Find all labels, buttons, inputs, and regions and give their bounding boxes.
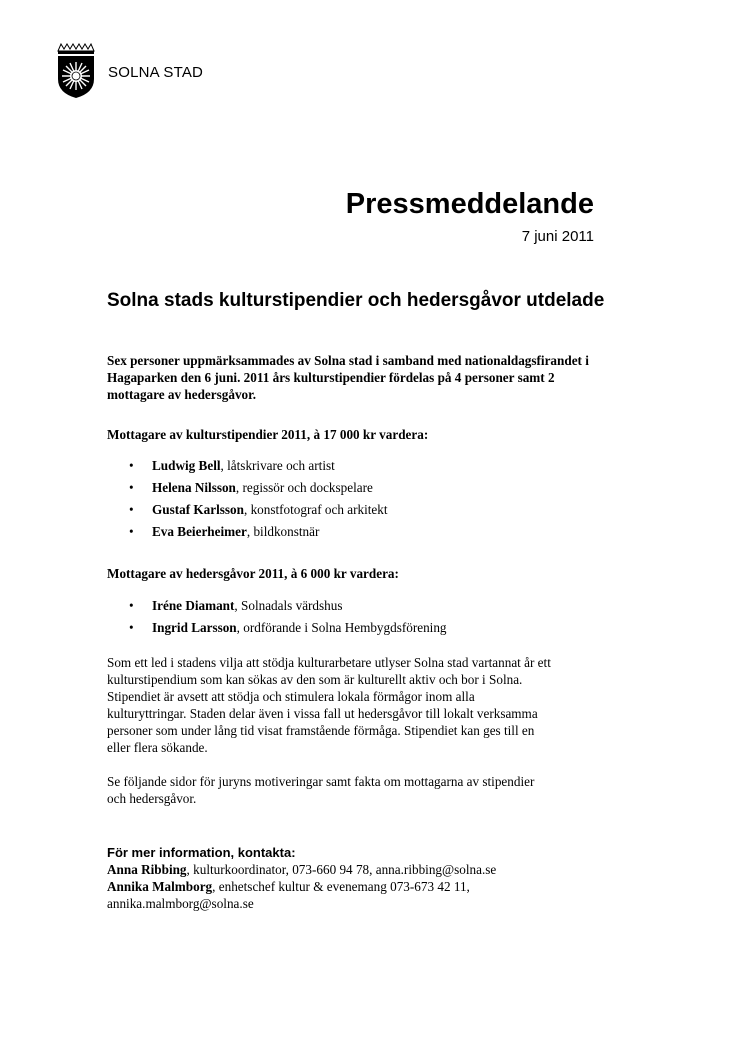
recipient-desc: , konstfotograf och arkitekt (243, 502, 388, 517)
contact-line (107, 861, 647, 878)
list-item (107, 477, 607, 499)
recipient-desc: , Solnadals värdshus (234, 598, 343, 613)
body-line: kulturstipendium som kan sökas av den som är kulturellt aktiv och bor i Solna. (107, 672, 523, 687)
bullet-icon: • (129, 620, 134, 635)
document-date: 7 juni 2011 (521, 228, 594, 245)
body-paragraph (107, 654, 647, 756)
contact-email: annika.malmborg@solna.se (107, 896, 254, 911)
solna-coat-of-arms-icon (56, 43, 96, 99)
recipient-desc: , låtskrivare och artist (220, 458, 335, 473)
stipend-heading: Mottagare av kulturstipendier 2011, à 17 000 kr vardera: (107, 427, 429, 442)
recipient-desc: , bildkonstnär (246, 524, 320, 539)
bullet-icon: • (129, 458, 134, 473)
recipient-name: Eva Beierheimer (152, 524, 247, 539)
body-line: personer som under lång tid visat framstående förmåga. Stipendiet kan ges till en (107, 723, 535, 738)
body-line: eller flera sökande. (107, 740, 208, 755)
honors-heading: Mottagare av hedersgåvor 2011, à 6 000 kr vardera: (107, 566, 399, 581)
contact-detail: , kulturkoordinator, 073-660 94 78, anna.ribbing@solna.se (186, 862, 497, 877)
honors-recipient-list (107, 595, 607, 639)
org-name: SOLNA STAD (108, 64, 204, 81)
bullet-icon: • (129, 480, 134, 495)
lead-paragraph: Sex personer uppmärksammades av Solna stad i samband med nationaldagsfirandet i Hagaparken den 6 juni. 2011 års kulturstipendier fördelas på 4 personer samt 2 mottagare av hedersgåvor. (107, 353, 589, 402)
recipient-name: Helena Nilsson (152, 480, 236, 495)
recipient-desc: , ordförande i Solna Hembygdsförening (236, 620, 447, 635)
see-following-paragraph (107, 773, 647, 807)
recipient-name: Ingrid Larsson (152, 620, 237, 635)
bullet-icon: • (129, 502, 134, 517)
contact-heading: För mer information, kontakta: (107, 845, 296, 860)
headline: Solna stads kulturstipendier och hedersgåvor utdelade (107, 290, 605, 311)
contact-section (107, 845, 647, 912)
list-item (107, 521, 607, 543)
document-type: Pressmeddelande (345, 188, 594, 220)
list-item (107, 455, 607, 477)
contact-name: Annika Malmborg (107, 879, 213, 894)
recipient-desc: , regissör och dockspelare (235, 480, 373, 495)
contact-detail: , enhetschef kultur & evenemang 073-673 42 11, (212, 879, 470, 894)
recipient-name: Gustaf Karlsson (152, 502, 244, 517)
body-line: Stipendiet är avsett att stödja och stimulera lokala förmågor inom alla (107, 689, 475, 704)
body-line: Se följande sidor för juryns motiveringar samt fakta om mottagarna av stipendier (107, 774, 535, 789)
body-line: Som ett led i stadens vilja att stödja kulturarbetare utlyser Solna stad vartannat år ett (107, 655, 551, 670)
list-item (107, 499, 607, 521)
body-line: kulturyttringar. Staden delar även i vissa fall ut hedersgåvor till lokalt verksamma (107, 706, 538, 721)
body-line: och hedersgåvor. (107, 791, 197, 806)
bullet-icon: • (129, 524, 134, 539)
stipend-recipient-list (107, 455, 607, 543)
contact-line (107, 878, 647, 895)
bullet-icon: • (129, 598, 134, 613)
recipient-name: Iréne Diamant (152, 598, 235, 613)
contact-name: Anna Ribbing (107, 862, 187, 877)
list-item (107, 617, 607, 639)
list-item (107, 595, 607, 617)
recipient-name: Ludwig Bell (152, 458, 221, 473)
